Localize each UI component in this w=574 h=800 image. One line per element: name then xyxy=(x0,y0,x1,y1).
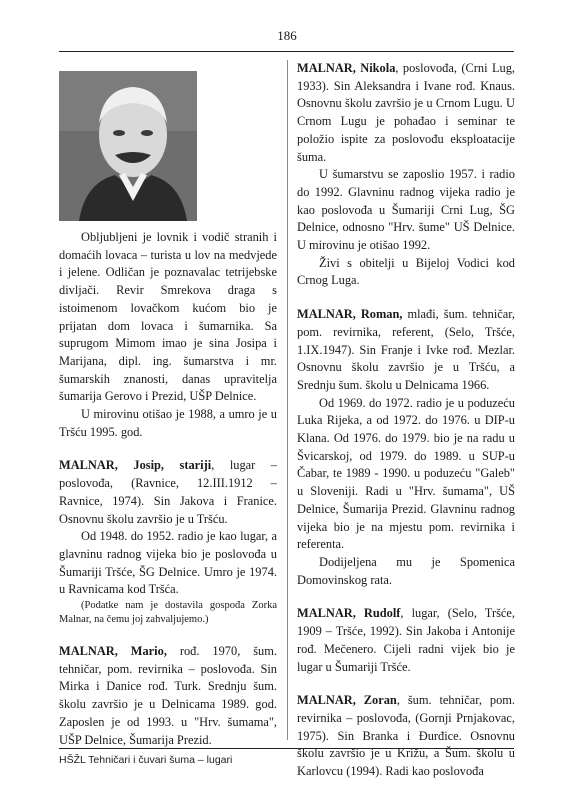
entry-text: , lugar, (Selo, Tršće, 1909 – Tršće, 1992). Sin Jakoba i Antonije rođ. Mečenero. Cijeli radni vijek bio je lugar u Šumariji Tršće. xyxy=(297,606,515,674)
continuation-paragraph-2: U mirovinu otišao je 1988, a umro je u Tršću 1995. god. xyxy=(59,407,277,439)
entry-text: , lugar – poslovođa, (Ravnice, 12.III.1912 – Ravnice, 1974). Sin Jakova i Franice. Osnovnu školu završio je u Tršću. xyxy=(59,458,278,526)
entry-lead xyxy=(59,457,277,528)
entry-paragraph: U šumarstvu se zaposlio 1957. i radio do 1992. Glavninu radnog vijeka radio je kao poslovođa u Šumariji Crni Lug, ŠG Delnice, odnosno "Hrv. šume" UŠ Delnice. U mirovinu je otišao 1992. xyxy=(297,167,515,253)
left-column xyxy=(59,60,277,765)
continuation-paragraph-1: Obljubljeni je lovnik i vodič stranih i domaćih lovaca – turista u lov na medvjede i jelene. Odličan je poznavalac tetrijebske divljači. Revir Smrekova draga s istoimenom lovačkom kućom bio je prijatan dom lovaca i šumarnika. Sa suprugom Mimom imao je sina Josipa i Marijana, dipl. ing. šumarstva i mr. šumarskih znanosti, danas upravitelja šumarija Gerovo i Prezid, UŠP Delnice. xyxy=(59,230,277,404)
entry-name: MALNAR, Roman, xyxy=(297,307,403,322)
entry-paragraph: Od 1969. do 1972. radio je u poduzeću Luka Rijeka, a od 1972. do 1976. u DIP-u Klana. Od 1976. do 1979. bio je na radu u Švicarskoj, od 1979. do 1989. u SUP-u Čabar, te 1989 - 1990. u poduzeću "Galeb" u Sloveniji. Radi u "Hrv. šumama", UŠ Delnice, Šumarija Prezid. Glavninu radnog vijeka bio je na mjestu pom. revirnika i referenta. xyxy=(297,395,515,552)
entry-lead xyxy=(297,60,515,166)
footer-rule xyxy=(59,748,514,749)
right-column xyxy=(297,60,515,797)
page-number: 186 xyxy=(277,28,297,43)
entry-name: MALNAR, Rudolf xyxy=(297,606,401,621)
entry-text: rođ. 1970, šum. tehničar, pom. revirnika – poslovođa. Sin Mirka i Danice rođ. Turk. Srednju šum. školu završio je u Delnicama 1989. god. Zaposlen je od 1993. u "Hrv. šumama", UŠP Delnice, Šumarija Prezid. xyxy=(59,644,277,747)
entry-malnar-nikola xyxy=(297,60,515,290)
entry-malnar-roman xyxy=(297,306,515,589)
entry-text: , poslovođa, (Crni Lug, 1933). Sin Aleksandra i Ivane rođ. Knaus. Osnovnu školu završio je u Crnom Lugu. U Crnom Lugu je pohađao i seminar te položio ispite za poslovođu eksploatacije šuma. xyxy=(297,61,515,164)
entry-lead xyxy=(297,306,515,395)
entry-text: mlađi, šum. tehničar, pom. revirnika, referent, (Selo, Tršće, 1.IX.1947). Sin Franje i Ivke rođ. Mezlar. Osnovnu školu završio je u Tršću, a Srednju šum. školu u Delnicama 1966. xyxy=(297,307,515,392)
continuation-entry xyxy=(59,229,277,441)
entry-malnar-rudolf xyxy=(297,605,515,676)
entry-paragraph: Dodijeljena mu je Spomenica Domovinskog rata. xyxy=(297,554,515,587)
footer-text: HŠŽL Tehničari i čuvari šuma – lugari xyxy=(59,754,233,766)
entry-name: MALNAR, Zoran xyxy=(297,693,397,708)
entry-paragraph: Živi s obitelji u Bijeloj Vodici kod Crnog Luga. xyxy=(297,255,515,288)
entry-note: (Podatke nam je dostavila gospođa Zorka Malnar, na čemu joj zahvaljujemo.) xyxy=(59,600,277,626)
entry-malnar-josip xyxy=(59,457,277,627)
entry-malnar-zoran xyxy=(297,692,515,781)
entry-malnar-mario xyxy=(59,643,277,749)
entry-text: , šum. tehničar, pom. revirnika – poslovođa, (Gornji Prnjakovac, 1975). Sin Branka i Đurđice. Osnovnu školu završio je u Križu, a Šum. školu u Karlovcu (1994). Radi kao poslovođa xyxy=(297,693,515,779)
entry-name: MALNAR, Nikola xyxy=(297,61,396,75)
portrait-photo xyxy=(59,71,197,221)
header-rule xyxy=(59,51,514,52)
entry-paragraph: Od 1948. do 1952. radio je kao lugar, a glavninu radnog vijeka bio je poslovođa u Šumariji Tršće, ŠG Delnice. Umro je 1974. u Ravnicama kod Tršća. xyxy=(59,529,277,597)
entry-name: MALNAR, Mario, xyxy=(59,644,167,659)
entry-lead xyxy=(297,605,515,676)
entry-lead xyxy=(59,643,277,749)
portrait-image xyxy=(59,71,197,221)
entry-lead xyxy=(297,692,515,781)
column-divider xyxy=(287,60,288,740)
entry-name: MALNAR, Josip, stariji xyxy=(59,458,212,473)
